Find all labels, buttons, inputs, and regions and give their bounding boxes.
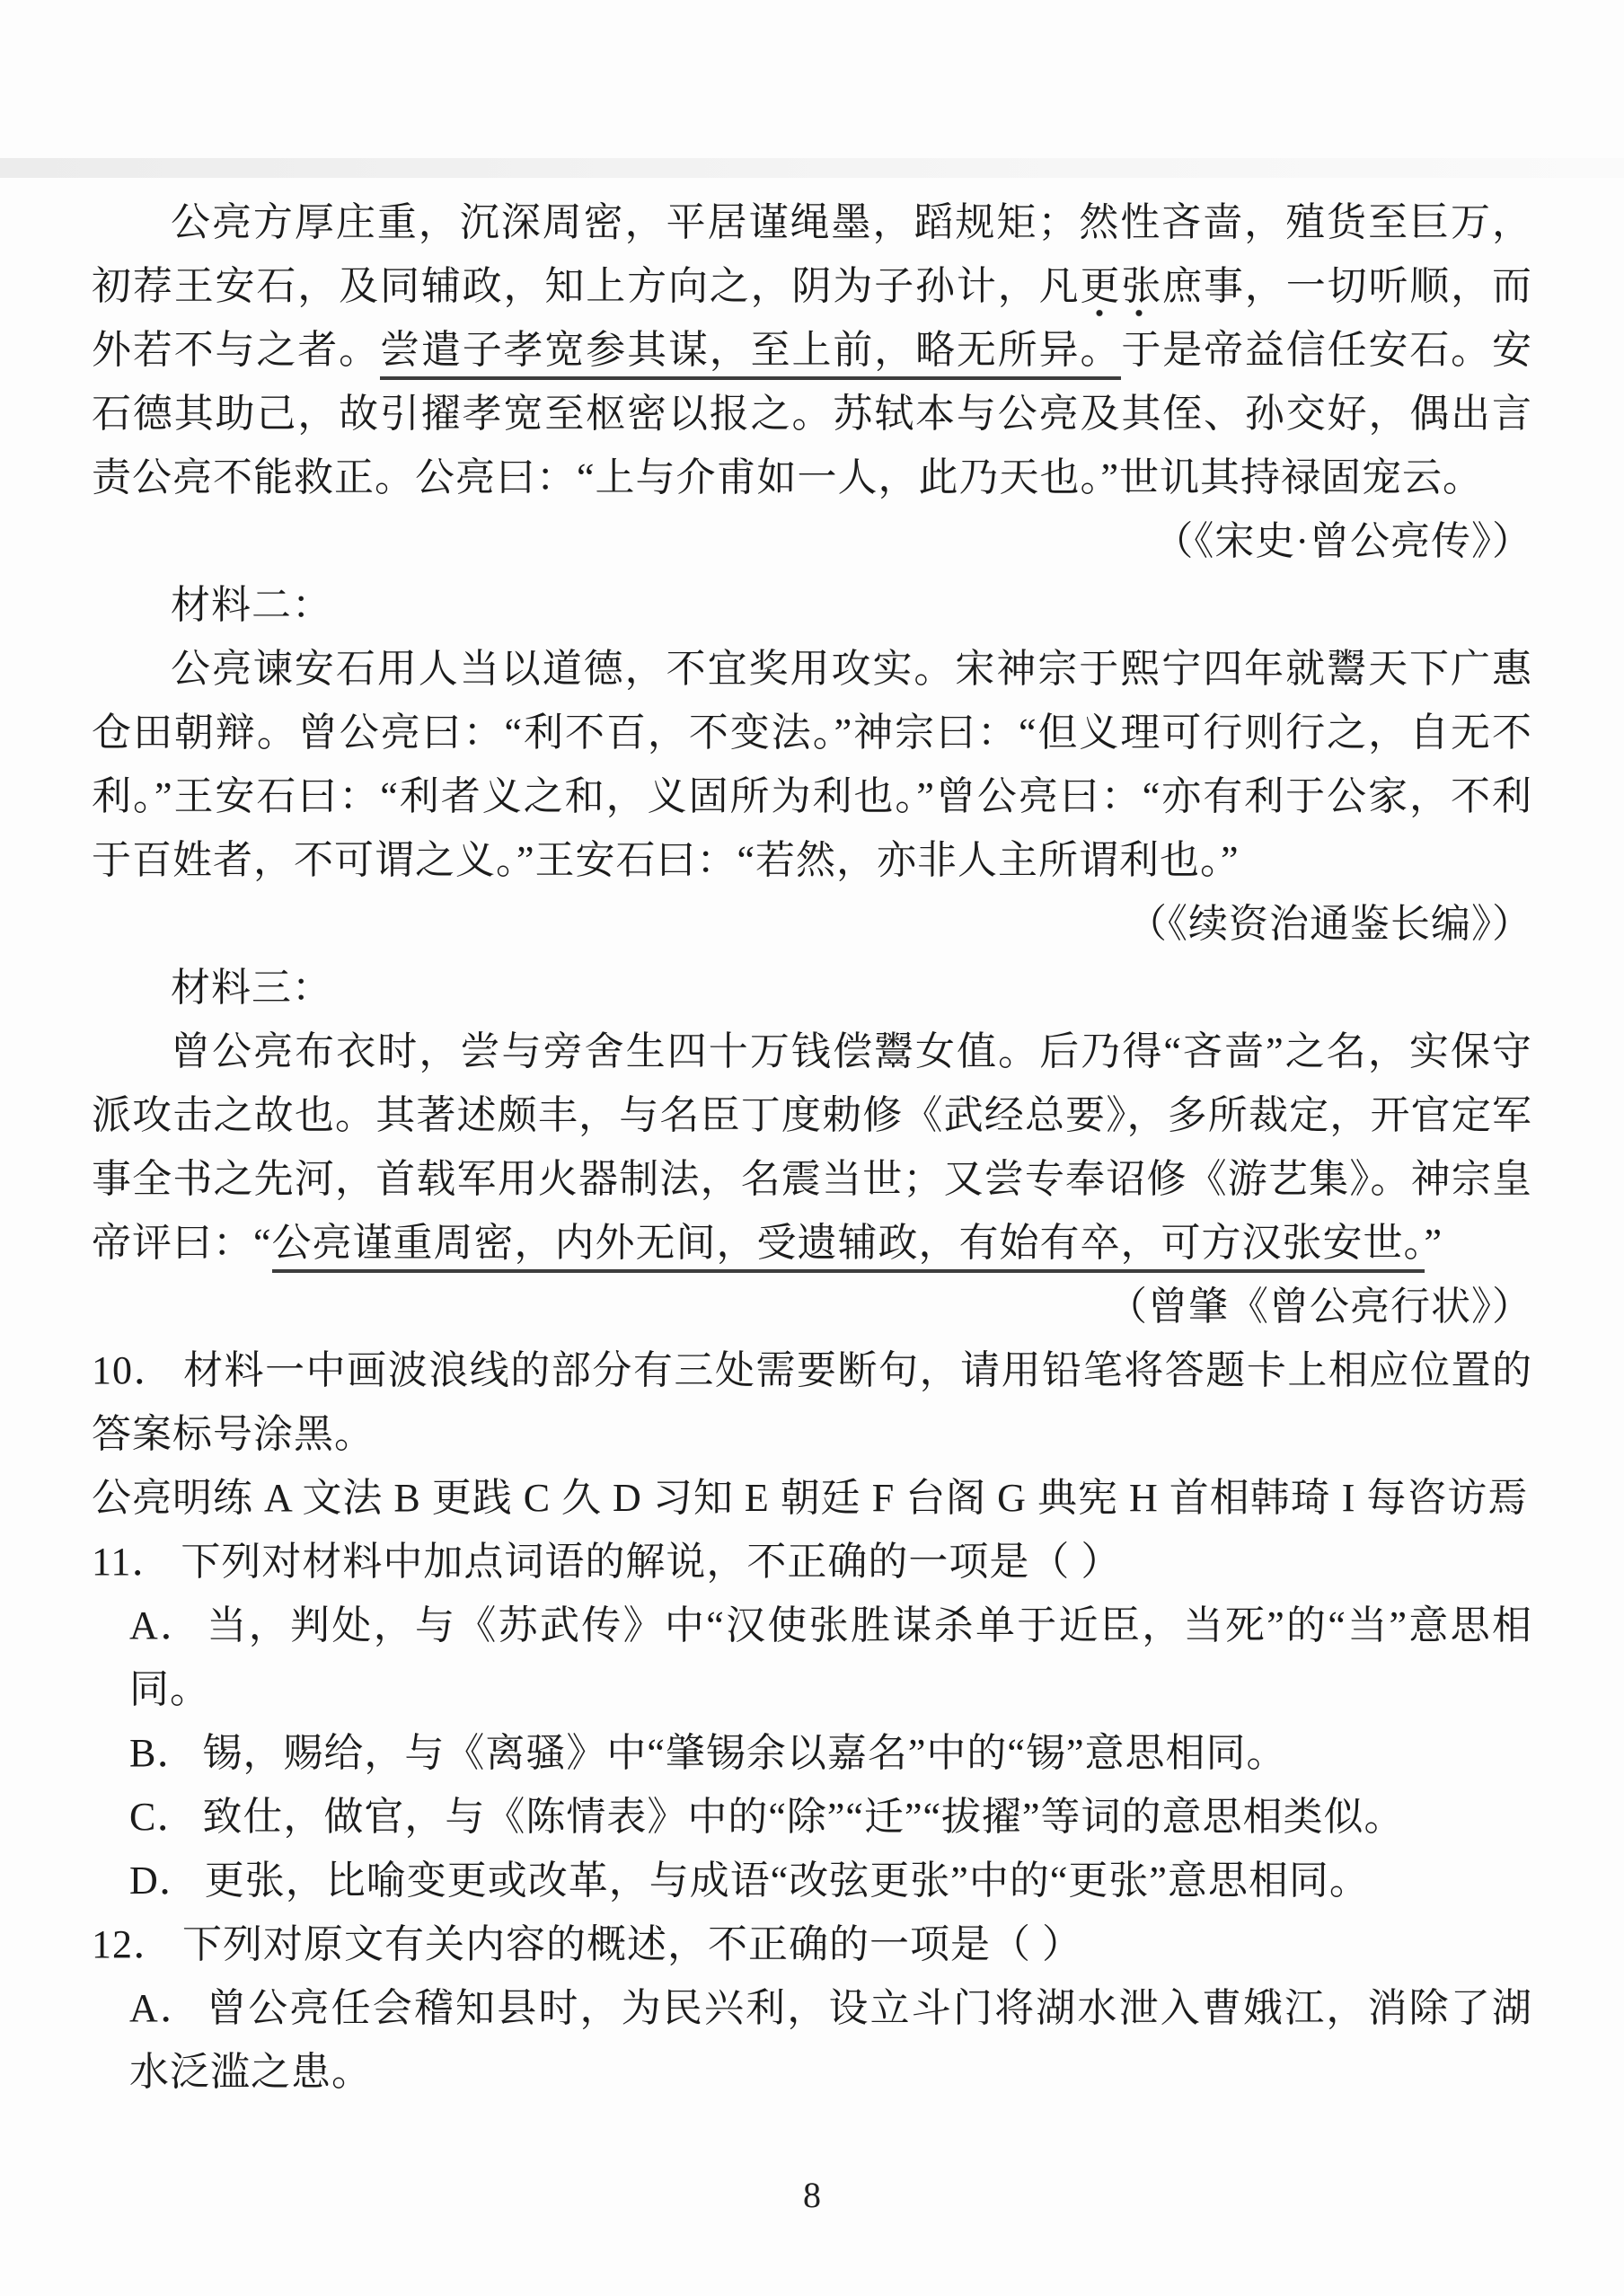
text-segment: 曾公亮布衣时，尝与旁舍生四十万钱偿鬻女值。后乃得“吝啬”之名，实保守派攻击之故也。其著述颇丰，与名臣丁度勅修《武经总要》，多所裁定，开官定军事全书之先河，首载军用火器制法，名震当世；又尝专奉诏修《游艺集》。神宗皇帝评曰：“ [92, 1029, 1532, 1265]
scan-artifact-band [0, 158, 1624, 178]
material-three-label: 材料三： [171, 966, 332, 1010]
material-three-paragraph [92, 1020, 1532, 1275]
source-citation-xingzhuang: （曾肇《曾公亮行状》） [1108, 1285, 1532, 1329]
option-label: A． [129, 1603, 202, 1647]
material-two-paragraph [92, 637, 1532, 892]
question-10-stem [92, 1338, 1532, 1466]
question-text: 下列对材料中加点词语的解说，不正确的一项是（ ） [181, 1540, 1122, 1584]
option-text: 锡，赐给，与《离骚》中“肇锡余以嘉名”中的“锡”意思相同。 [202, 1731, 1287, 1775]
question-10 [92, 1338, 1532, 1530]
emphasis-dotted-term: 更张 [1080, 264, 1162, 317]
text-segment: ” [1424, 1221, 1443, 1265]
question-number: 12． [92, 1922, 173, 1966]
option-label: C． [129, 1795, 198, 1839]
text-segment: 于是帝益信任安石。安石德其助己，故引擢孝宽至枢密以报之。苏轼本与公亮及其侄、孙交好，偶出言责公亮不能救正。公亮曰：“上与介甫如一人，此乃天也。”世讥其持禄固宠云。 [92, 328, 1533, 499]
text-segment: 公亮谏安石用人当以道德，不宜奖用攻实。宋神宗于熙宁四年就鬻天下广惠仓田朝辩。曾公亮曰：“利不百，不变法。”神宗曰：“但义理可行则行之，自无不利。”王安石曰：“利者义之和，义固所为利也。”曾公亮曰：“亦有利于公家，不利于百姓者，不可谓之义。”王安石曰：“若然，亦非人主所谓利也。” [92, 647, 1532, 882]
question-11-option-d [129, 1849, 1532, 1912]
question-11-option-b [129, 1721, 1532, 1785]
question-number: 10． [92, 1348, 175, 1392]
question-number: 11． [92, 1540, 172, 1584]
text-segment: 庶事，一切听顺，而外若不与之者。 [92, 264, 1533, 372]
page-content [92, 190, 1532, 2104]
question-12 [92, 1912, 1532, 2104]
sentence-breaking-line: 公亮明练 A 文法 B 更践 C 久 D 习知 E 朝廷 F 台阁 G 典宪 H 首相韩琦 I 每咨访焉 [92, 1476, 1529, 1520]
question-11-option-c [129, 1785, 1532, 1849]
question-11 [92, 1530, 1532, 1912]
underlined-clause: 尝遣子孝宽参其谋，至上前，略无所异。 [380, 328, 1121, 380]
option-text: 曾公亮任会稽知县时，为民兴利，设立斗门将湖水泄入曹娥江，消除了湖水泛滥之患。 [129, 1986, 1532, 2094]
underlined-clause: 公亮谨重周密，内外无间，受遗辅政，有始有卒，可方汉张安世。 [272, 1221, 1425, 1273]
page-number: 8 [803, 2175, 821, 2215]
option-text: 当，判处，与《苏武传》中“汉使张胜谋杀单于近臣，当死”的“当”意思相同。 [129, 1603, 1532, 1711]
question-12-stem [92, 1912, 1532, 1976]
material-two-label: 材料二： [171, 583, 332, 627]
source-citation-changbian: （《续资治通鉴长编》） [1127, 902, 1532, 946]
option-label: B． [129, 1731, 198, 1775]
option-text: 致仕，做官，与《陈情表》中的“除”“迁”“拔擢”等词的意思相类似。 [202, 1795, 1405, 1839]
question-11-stem [92, 1530, 1532, 1594]
question-text: 下列对原文有关内容的概述，不正确的一项是（ ） [182, 1922, 1082, 1966]
question-12-option-a [129, 1976, 1532, 2104]
question-11-option-a [129, 1594, 1532, 1721]
option-label: D． [129, 1859, 199, 1903]
source-citation-songshi: （《宋史·曾公亮传》） [1153, 519, 1532, 563]
option-label: A． [129, 1986, 202, 2030]
option-text: 更张，比喻变更或改革，与成语“改弦更张”中的“更张”意思相同。 [204, 1859, 1370, 1903]
material-one-paragraph [92, 190, 1532, 509]
text-segment: 公亮方厚庄重，沉深周密，平居谨绳墨，蹈规矩；然性吝啬，殖货至巨万，初荐王安石，及同辅政，知上方向之，阴为子孙计，凡 [92, 200, 1532, 308]
question-text: 材料一中画波浪线的部分有三处需要断句，请用铅笔将答题卡上相应位置的答案标号涂黑。 [92, 1348, 1533, 1456]
